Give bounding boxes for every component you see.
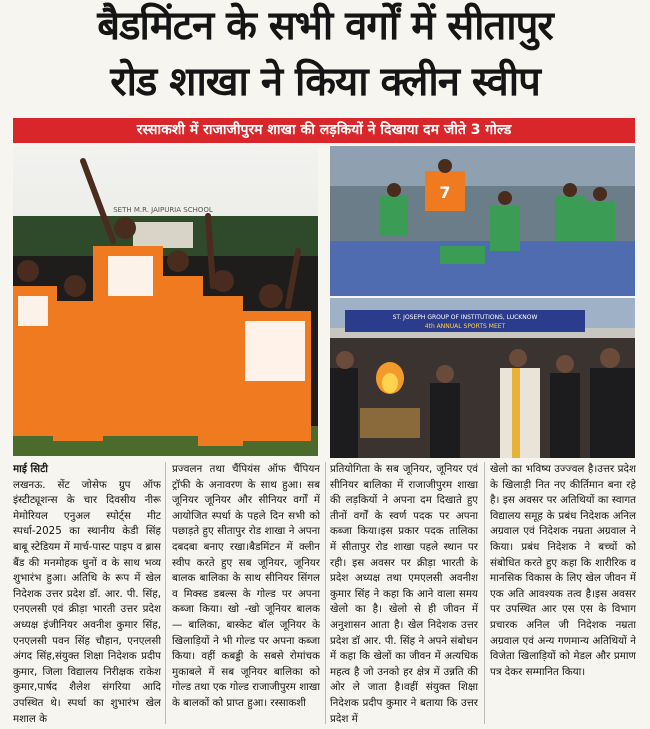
ceremony-banner-line2: 4th ANNUAL SPORTS MEET bbox=[424, 323, 506, 330]
article-text-col4: खेलो का भविष्य उज्ज्वल है।उत्तर प्रदेश के खिलाड़ी नित नए कीर्तिमान बना रहे है। इस अवसर पर अतिथियों का स्वागत विद्यालय समूह के प्रबंध निदेशक अनिल अग्रवाल एवं निदेशक नम्रता अग्रवाल ने किया। प्रबंध निदेशक ने बच्चों को संबोधित करते हुए कहा कि शारीरिक व मानसिक विकास के लिए खेल जीवन में एक अति आवश्यक तत्व है।इस अवसर पर उपस्थित आर एस एस के विभाग प्रचारक अनिल जी निदेशक नम्रता अग्रवाल एवं अन्य गणमान्य अतिथियों ने विजेता खिलाड़ियों को मेडल और प्रमाण पत्र देकर सम्मानित किया। bbox=[490, 463, 636, 678]
torch-ceremony-photo bbox=[330, 298, 635, 458]
article-column-4 bbox=[490, 462, 636, 729]
team-celebration-photo bbox=[13, 146, 318, 456]
article-column-2 bbox=[172, 462, 320, 729]
article-text-col3: प्रतियोगिता के सब जूनियर, जूनियर एवं सीनियर बालिका में राजाजीपुरम शाखा की लड़कियों ने अपना दम दिखाते हुए तीनों वर्गों के स्वर्ण पदक पर अपना कब्जा किया।इस प्रकार पदक तालिका में सीतापुर रोड शाखा पहले स्थान पर रही। इस अवसर पर क्रीड़ा भारती के प्रदेश अध्यक्ष तथा एमएलसी अवनीश कुमार सिंह ने कहा कि आने वाला समय खेलो का है। खेलो से ही जीवन में अनुशासन आता है। खेल निदेशक उत्तर प्रदेश डॉ आर. पी. सिंह ने अपने संबोधन में कहा कि खेलों का जीवन में अत्यधिक महत्व है जो उनको हर क्षेत्र में उन्नति की ओर ले जाता है।वहीं संयुक्त शिक्षा निदेशक प्रदीप कुमार ने बताया कि उत्तर प्रदेश में bbox=[330, 463, 478, 725]
column-divider bbox=[165, 462, 166, 724]
dateline: माई सिटी bbox=[13, 463, 48, 475]
article-text-col2: प्रज्वलन तथा चैंपियंस ऑफ चैंपियन ट्रॉफी के अनावरण के साथ हुआ। सब जूनियर जूनियर और सीनियर वर्गों में आयोजित स्पर्धा के पहले दिन सभी को पछाड़ते हुए सीतापुर रोड शाखा ने अपना दबदबा बनाए रखा।बैडमिंटन में क्लीन स्वीप करते हुए सब जूनियर, जूनियर बालक बालिका के साथ सीनियर सिंगल व मिक्स्ड डबल्स के गोल्ड पर अपना कब्जा किया। खो -खो जूनियर बालक — बालिका, बास्केट बॉल जूनियर के खिलाड़ियों ने भी गोल्ड पर अपना कब्जा किया। वहीं कबड्डी के सबसे रोमांचक मुकाबले में सब जूनियर बालिका को गोल्ड तथा एक गोल्ड राजाजीपुरम शाखा के बालकों को प्राप्त हुआ। रस्साकशी bbox=[172, 463, 320, 709]
subheadline-banner: रस्साकशी में राजाजीपुरम शाखा की लड़कियों ने दिखाया दम जीते 3 गोल्ड bbox=[13, 118, 635, 143]
column-divider bbox=[325, 462, 326, 724]
ceremony-banner-line1: ST. JOSEPH GROUP OF INSTITUTIONS, LUCKNOW bbox=[392, 314, 538, 321]
article-column-3 bbox=[330, 462, 478, 729]
article-text-col1: लखनऊ. सेंट जोसेफ ग्रुप ऑफ इंस्टीट्यूशन्स के चार दिवसीय नीरू मेमोरियल एनुअल स्पोर्ट्स मीट स्पर्धा-2025 का स्थानीय केडी सिंह बाबू स्टेडियम में मार्च-पास्ट पाइप व ब्रास बैंड की मनमोहक धुनों व के साथ भव्य शुभारंभ हुआ। अतिथि के रूप में खेल निदेशक उत्तर प्रदेश डॉ. आर. पी. सिंह, एनएलसी एवं क्रीड़ा भारती उत्तर प्रदेश अध्यक्ष इंजीनियर अवनीश कुमार सिंह, एनएलसी पवन सिंह चौहान, एनएलसी अंगद सिंह,संयुक्त शिक्षा निदेशक प्रदीप कुमार, जिला विद्यालय निरीक्षक राकेश कुमार,पार्षद शैलेश संगरिया आदि उपस्थित थे। स्पर्धा का शुभारंभ खेल मशाल के bbox=[13, 478, 161, 725]
headline-line-1: बैडमिंटन के सभी वर्गों में सीतापुर bbox=[97, 3, 553, 49]
school-banner-text: SETH M.R. JAIPURIA SCHOOL bbox=[113, 206, 213, 214]
column-divider bbox=[484, 462, 485, 724]
jersey-number: 7 bbox=[439, 183, 451, 202]
article-column-1 bbox=[13, 462, 161, 729]
kabaddi-match-photo bbox=[330, 146, 635, 296]
headline-line-2: रोड शाखा ने किया क्लीन स्वीप bbox=[110, 59, 540, 105]
